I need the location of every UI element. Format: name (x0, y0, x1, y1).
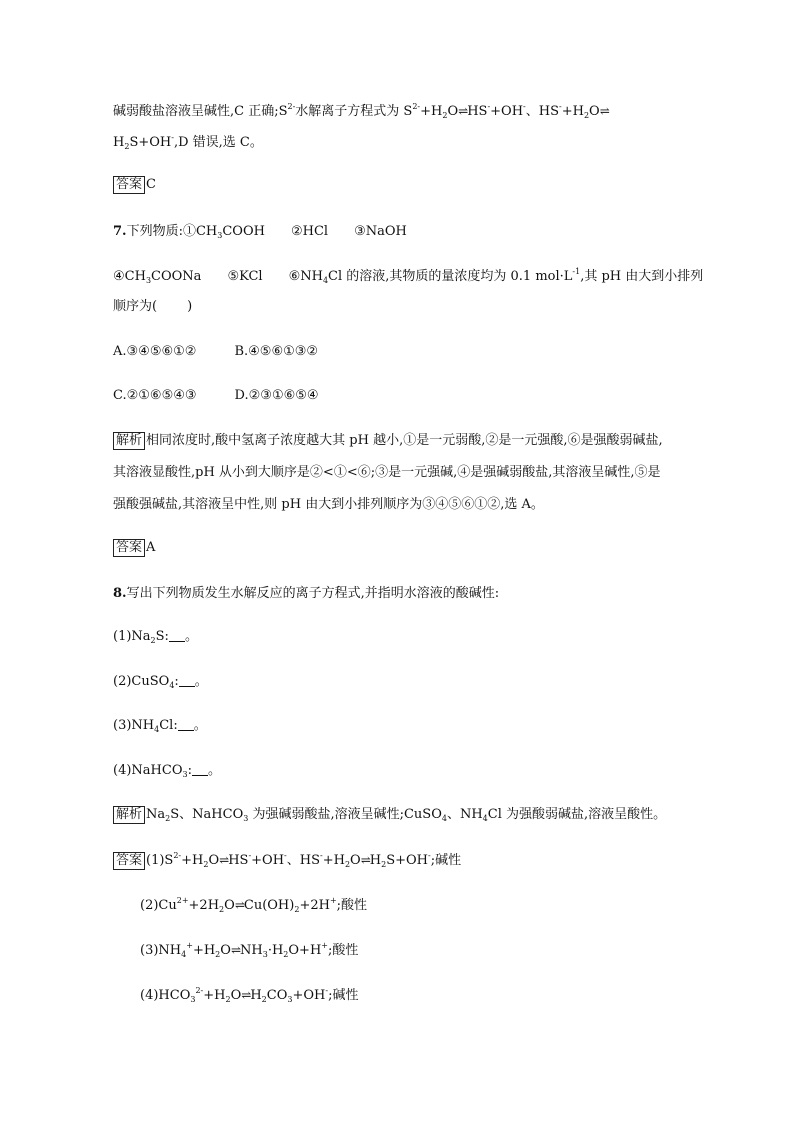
text: 水解离子方程式为 S (295, 104, 413, 119)
sub: 4 (441, 814, 447, 823)
sub: 3 (262, 950, 268, 959)
text: S: (155, 629, 169, 644)
sub: 2 (219, 905, 225, 914)
q8-answer-1 (113, 851, 461, 870)
sub: 3 (182, 770, 188, 779)
text: 碱弱酸盐溶液呈碱性,C 正确;S (113, 104, 288, 119)
equilibrium-arrow-icon: ⇌ (230, 943, 240, 957)
text: : (187, 763, 192, 778)
text: H (113, 135, 125, 150)
answer-value: A (146, 540, 156, 555)
text: (2)Cu (140, 898, 177, 913)
q7-explanation-line-3 (113, 496, 544, 514)
q7-explanation-line-1 (113, 432, 663, 450)
text: Cu(OH) (243, 898, 295, 913)
text: 下列物质:①CH (126, 224, 218, 239)
sub: 4 (181, 950, 187, 959)
sub: 2 (344, 860, 351, 869)
text: O+H (288, 943, 322, 958)
explanation-tag: 解析 (113, 432, 145, 450)
equilibrium-arrow-icon: ⇌ (219, 853, 229, 867)
sub: 2 (294, 905, 300, 914)
sub: 4 (169, 681, 175, 690)
text: +H (420, 104, 443, 119)
text: 。 (194, 674, 208, 689)
equilibrium-arrow-icon: ⇌ (458, 104, 468, 118)
text: HS (228, 853, 249, 868)
text: +2H (188, 898, 220, 913)
sup: -1 (572, 267, 581, 276)
fill-blank (192, 763, 208, 776)
text: NH (240, 943, 263, 958)
text: ·H (267, 943, 284, 958)
answer-tag: 答案 (113, 539, 145, 557)
text: S+OH (129, 135, 172, 150)
sup: - (428, 851, 431, 860)
text: ⑤KCl (227, 269, 263, 284)
text: ) (187, 299, 193, 314)
text: 。 (207, 763, 221, 778)
choice-c: C.②①⑥⑤④③ (113, 388, 197, 403)
sup: 2- (173, 851, 182, 860)
text: S+OH (386, 853, 428, 868)
sup: + (321, 941, 328, 950)
text: COOH (222, 224, 265, 239)
q8-part-1 (113, 628, 198, 646)
sub: 4 (322, 276, 329, 285)
text: H (369, 853, 382, 868)
sup: 2- (287, 102, 296, 111)
text: ②HCl (290, 224, 329, 239)
text: O (224, 898, 235, 913)
text: +H (561, 104, 584, 119)
q8-part-4 (113, 762, 221, 780)
text: ,其 pH 由大到小排列 (580, 269, 704, 284)
q7-explanation-line-2 (113, 464, 661, 482)
text: (3)NH (113, 718, 155, 733)
text: (2)CuSO (113, 674, 170, 689)
fill-blank (178, 718, 194, 731)
q7-stem-line-2 (113, 268, 703, 286)
q7-stem-line-3 (113, 298, 192, 316)
text: (1)Na (113, 629, 151, 644)
sup: - (248, 851, 252, 860)
text: 。 (184, 629, 198, 644)
sup: - (487, 102, 491, 111)
choice-a: A.③④⑤⑥①② (113, 344, 197, 359)
text: +2H (299, 898, 330, 913)
question-number: 8. (113, 586, 127, 601)
text: 、HS (286, 853, 320, 868)
text: 强酸强碱盐,其溶液呈中性,则 pH 由大到小排列顺序为③④⑤⑥①②,选 A。 (113, 497, 544, 512)
q6-answer (113, 176, 156, 194)
text: Cl 为强酸弱碱盐,溶液呈酸性。 (487, 807, 667, 822)
text: (4)NaHCO (113, 763, 183, 778)
text: O (350, 853, 361, 868)
equilibrium-arrow-icon: ⇌ (360, 853, 370, 867)
text: 顺序为( (113, 299, 158, 314)
q8-part-3 (113, 717, 207, 735)
text: Na (146, 807, 166, 822)
sub: 2 (165, 814, 171, 823)
text: 、HS (525, 104, 559, 119)
sup: + (329, 896, 337, 905)
sup: 2+ (176, 896, 189, 905)
q7-answer (113, 539, 155, 557)
text: O (230, 988, 242, 1003)
question-number: 7. (113, 224, 127, 239)
sub: 2 (124, 142, 130, 151)
sub: 3 (287, 995, 293, 1004)
sup: - (171, 133, 174, 142)
text: O (179, 988, 191, 1003)
sup: - (559, 102, 562, 111)
sup: - (320, 851, 323, 860)
text: Cl: (159, 718, 178, 733)
text: ;酸性 (336, 898, 368, 913)
equilibrium-arrow-icon: ⇌ (234, 898, 244, 912)
sub: 2 (583, 111, 590, 120)
q8-explanation (113, 806, 666, 824)
fill-blank (169, 629, 185, 642)
sub: 2 (261, 995, 267, 1004)
text: (1)S (146, 853, 174, 868)
text: ;碱性 (430, 853, 462, 868)
q8-answer-2 (140, 896, 367, 915)
sub: 2 (215, 950, 221, 959)
sub: 2 (283, 950, 289, 959)
sub: 4 (482, 814, 488, 823)
sub: 3 (145, 276, 152, 285)
text: 为强碱弱酸盐,溶液呈碱性;CuSO (248, 807, 442, 822)
q7-choices-row-1 (113, 343, 318, 361)
answer-tag: 答案 (113, 852, 145, 870)
equilibrium-arrow-icon: ⇌ (241, 988, 251, 1002)
text: ④CH (113, 269, 146, 284)
text: : (174, 674, 179, 689)
sub: 2 (442, 111, 448, 120)
text: HS (467, 104, 488, 119)
sup: 2- (412, 102, 421, 111)
text: +OH (251, 853, 285, 868)
q6-explanation-line-1 (113, 102, 609, 121)
text: O (589, 104, 600, 119)
text: ;酸性 (327, 943, 359, 958)
fill-blank (179, 674, 195, 687)
sup: - (523, 102, 526, 111)
text: ⑥NH (288, 269, 323, 284)
text: S、NaHCO (170, 807, 244, 822)
text: +H (203, 988, 226, 1003)
text: ③NaOH (354, 224, 407, 239)
text: H (250, 988, 262, 1003)
text: O (220, 943, 231, 958)
text: O (447, 104, 459, 119)
text: ;碱性 (328, 988, 359, 1003)
sub: 2 (381, 860, 387, 869)
text: (3)NH (140, 943, 182, 958)
sub: 3 (217, 231, 223, 240)
sup: 2- (195, 986, 204, 995)
sub: 2 (150, 636, 156, 645)
choice-d: D.②③①⑥⑤④ (234, 388, 319, 403)
q8-answer-3 (140, 941, 358, 960)
text: COONa (151, 269, 202, 284)
text: CO (266, 988, 288, 1003)
text: ,D 错误,选 C。 (173, 135, 263, 150)
sub: 2 (203, 860, 209, 869)
text: +H (192, 943, 216, 958)
q7-stem-line-1 (113, 223, 407, 241)
text: +H (181, 853, 204, 868)
q6-explanation-line-2 (113, 134, 263, 152)
q8-part-2 (113, 673, 208, 691)
text: +OH (292, 988, 326, 1003)
q8-stem (113, 585, 499, 603)
sub: 4 (154, 725, 160, 734)
text: +OH (490, 104, 524, 119)
answer-value: C (146, 177, 156, 192)
text: 写出下列物质发生水解反应的离子方程式,并指明水溶液的酸碱性: (126, 586, 500, 601)
text: +H (322, 853, 345, 868)
sub: 3 (190, 995, 196, 1004)
text: 。 (193, 718, 207, 733)
text: 其溶液显酸性,pH 从小到大顺序是②<①<⑥;③是一元强碱,④是强碱弱酸盐,其溶液呈碱性,⑤是 (113, 465, 661, 480)
explanation-tag: 解析 (113, 806, 145, 824)
text: 、NH (446, 807, 483, 822)
text: 相同浓度时,酸中氢离子浓度越大其 pH 越小,①是一元弱酸,②是一元强酸,⑥是强酸弱碱盐, (146, 433, 663, 448)
text: O (208, 853, 220, 868)
q7-choices-row-2 (113, 387, 319, 405)
sup: - (325, 986, 329, 995)
choice-b: B.④⑤⑥①③② (234, 344, 319, 359)
equilibrium-arrow-icon: ⇌ (599, 104, 609, 118)
sup: + (186, 941, 193, 950)
sup: - (284, 851, 287, 860)
q8-answer-4 (140, 986, 358, 1005)
answer-tag: 答案 (113, 176, 145, 194)
text: (4)HC (140, 988, 180, 1003)
sub: 2 (225, 995, 231, 1004)
sub: 3 (243, 814, 249, 823)
text: Cl 的溶液,其物质的量浓度均为 0.1 mol·L (328, 269, 573, 284)
